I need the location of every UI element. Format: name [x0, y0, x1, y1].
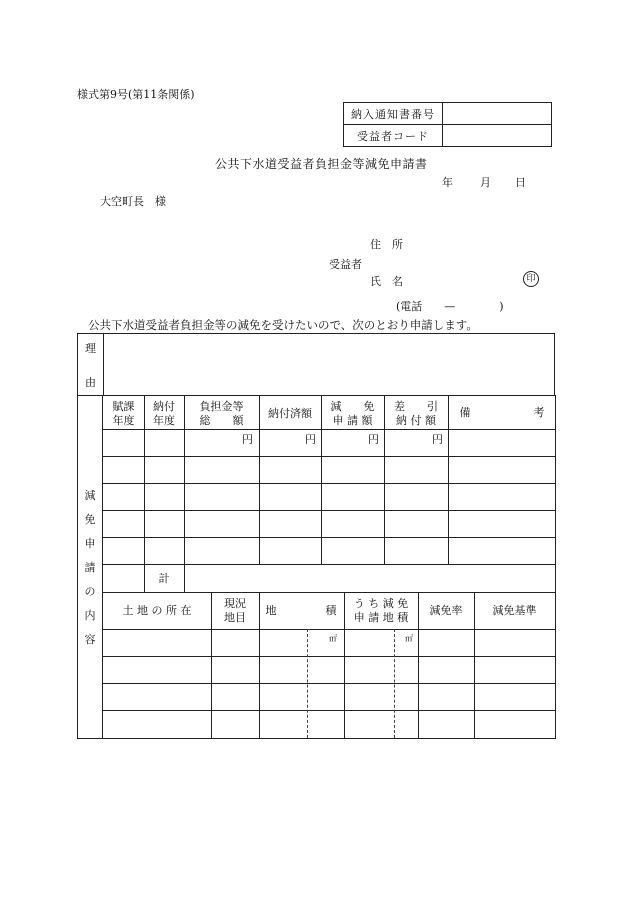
header-paid: 納付済額: [268, 407, 312, 420]
beneficiary-code-field[interactable]: [443, 125, 552, 147]
header-remarks-1: 備: [459, 406, 471, 419]
header-fiscal-year-2: 年度: [112, 414, 135, 427]
address-label: 住 所: [370, 238, 403, 251]
beneficiary-group-label: 受益者: [329, 258, 362, 271]
header-fiscal-year-1: 賦課: [112, 400, 135, 413]
reason-label-2: 由: [85, 376, 96, 389]
detail-label-1: 減: [84, 489, 96, 502]
reason-box: [77, 333, 555, 395]
header-remarks-2: 考: [533, 406, 545, 419]
total-row-label: 計: [158, 572, 170, 585]
header-net-payment-2: 納 付 額: [396, 414, 436, 427]
exemption-detail-table: [77, 395, 556, 739]
date-month: 月: [480, 176, 491, 189]
form-number: 様式第9号(第11条関係): [77, 88, 195, 101]
reason-label-column: [78, 334, 104, 395]
phone-label: (電話 — ): [396, 300, 504, 313]
yen-unit-net: 円: [432, 433, 443, 446]
header-exempt-area-2: 申 請 地 積: [353, 611, 409, 624]
header-land-category-1: 現況: [224, 597, 246, 610]
code-box: [343, 102, 552, 147]
header-total-1: 負担金等: [199, 400, 244, 413]
seal-mark: 印: [523, 271, 539, 287]
header-exempt-area-1: う ち 減 免: [353, 597, 409, 610]
detail-label-3: 申: [84, 537, 96, 550]
detail-label-5: の: [84, 585, 96, 598]
header-location: 土 地 の 所 在: [122, 604, 192, 617]
yen-unit-paid: 円: [305, 433, 316, 446]
reason-field[interactable]: [104, 334, 554, 395]
addressee: 大空町長 様: [100, 195, 166, 208]
header-land-category-2: 地目: [224, 611, 246, 624]
header-exemption-amount-1: 減 免: [330, 400, 375, 413]
header-area-2: 積: [325, 604, 337, 617]
detail-label-6: 内: [84, 609, 96, 622]
yen-unit-exemption: 円: [368, 433, 379, 446]
header-standard: 減免基準: [492, 604, 537, 617]
application-statement: 公共下水道受益者負担金等の減免を受けたいので、次のとおり申請します。: [88, 318, 478, 332]
header-area-1: 地: [265, 604, 277, 617]
header-exemption-amount-2: 申 請 額: [332, 414, 373, 427]
sqm-unit-area: ㎡: [329, 634, 337, 643]
date-year: 年: [442, 176, 453, 189]
detail-label-7: 容: [84, 633, 96, 646]
header-rate: 減免率: [429, 604, 463, 617]
name-label: 氏 名: [370, 275, 403, 288]
detail-label-2: 免: [84, 513, 96, 526]
header-net-payment-1: 差 引: [394, 400, 438, 413]
notice-number-field[interactable]: [443, 103, 552, 125]
detail-label-4: 請: [84, 561, 96, 574]
header-payment-year-2: 年度: [153, 414, 175, 427]
notice-number-label: 納入通知書番号: [344, 103, 443, 125]
reason-label-1: 理: [85, 342, 96, 355]
header-payment-year-1: 納付: [153, 400, 175, 413]
document-title: 公共下水道受益者負担金等減免申請書: [215, 157, 428, 171]
yen-unit-total: 円: [242, 433, 253, 446]
header-total-2: 総 額: [199, 414, 244, 427]
beneficiary-code-label: 受益者コード: [344, 125, 443, 147]
date-day: 日: [515, 176, 526, 189]
sqm-unit-exempt-area: ㎡: [405, 634, 413, 643]
